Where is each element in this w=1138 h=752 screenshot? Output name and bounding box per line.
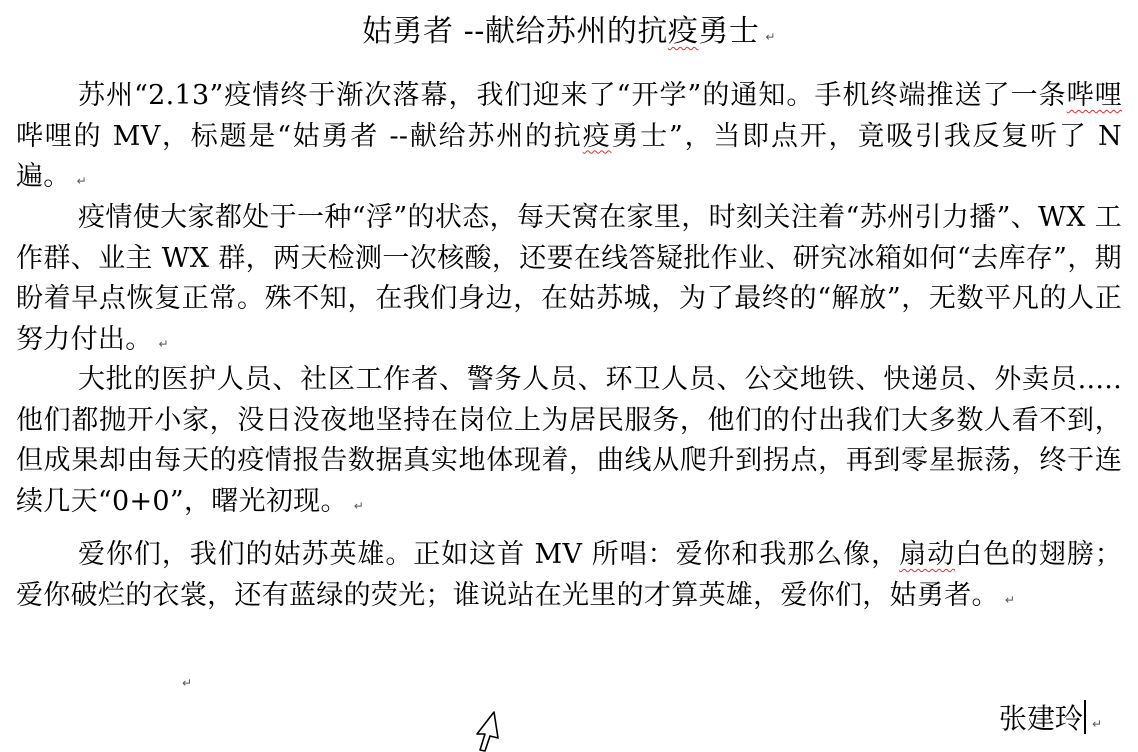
paragraph-4-spellcheck-word: 扇动 [899,539,956,570]
mouse-pointer-icon [474,710,500,752]
paragraph-1 [16,76,1122,202]
paragraph-1-text-a: 苏州“2.13”疫情终于渐次落幕，我们迎来了“开学”的通知。手机终端推送了一条 [78,80,1067,111]
paragraph-4 [16,535,1122,620]
empty-paragraph [176,672,192,691]
title-spellcheck-word: 疫 [667,14,699,49]
paragraph-3-text: 大批的医护人员、社区工作者、警务人员、环卫人员、公交地铁、快递员、外卖员.....他们都抛开小家，没日没夜地坚持在岗位上为居民服务，他们的付出我们大多数人看不到，但成果却由每天的疫情报告数据真实地体现着，曲线从爬升到拐点，再到零星振荡，终于连续几天“0+0”，曙光初现。 [16,364,1122,517]
paragraph-2 [16,198,1122,364]
paragraph-3 [16,360,1122,526]
paragraph-mark-icon: ↵ [1004,592,1016,607]
title-text-end: 勇士 [698,14,760,49]
paragraph-mark-icon: ↵ [353,498,365,513]
paragraph-mark-icon: ↵ [76,174,87,188]
paragraph-mark-icon: ↵ [158,336,169,351]
title-text-start: 姑勇者 --献给苏州的抗 [362,14,668,49]
paragraph-2-text: 疫情使大家都处于一种“浮”的状态，每天窝在家里，时刻关注着“苏州引力播”、WX 工作群、业主 WX 群，两天检测一次核酸，还要在线答疑批作业、研究冰箱如何“去库存”，期盼着早点恢复正常。殊不知，在我们身边，在姑苏城，为了最终的“解放”，无数平凡的人正努力付出。 [16,202,1122,355]
paragraph-mark-icon: ↵ [1091,717,1102,731]
document-title [0,10,1138,59]
author-signature [999,697,1102,746]
paragraph-1-text-c: 勇士”，当即点开，竟吸引我反复听了 N 遍。 [16,120,1122,192]
paragraph-4-text-a: 爱你们，我们的姑苏英雄。正如这首 MV 所唱：爱你和我那么像， [78,539,900,570]
paragraph-1-spellcheck-word-2: 疫 [582,120,612,152]
paragraph-mark-icon: ↵ [765,30,776,44]
paragraph-mark-icon: ↵ [182,676,193,690]
text-caret [1084,700,1086,734]
author-name: 张建玲 [998,702,1083,735]
paragraph-4-text-b: 白色的翅膀；爱你破烂的衣裳，还有蓝绿的荧光；谁说站在光里的才算英雄，爱你们，姑勇者。 [16,539,1123,611]
paragraph-1-text-b: 哔哩的 MV，标题是“姑勇者 --献给苏州的抗 [16,120,583,152]
paragraph-1-spellcheck-word: 哔哩 [1066,80,1122,111]
